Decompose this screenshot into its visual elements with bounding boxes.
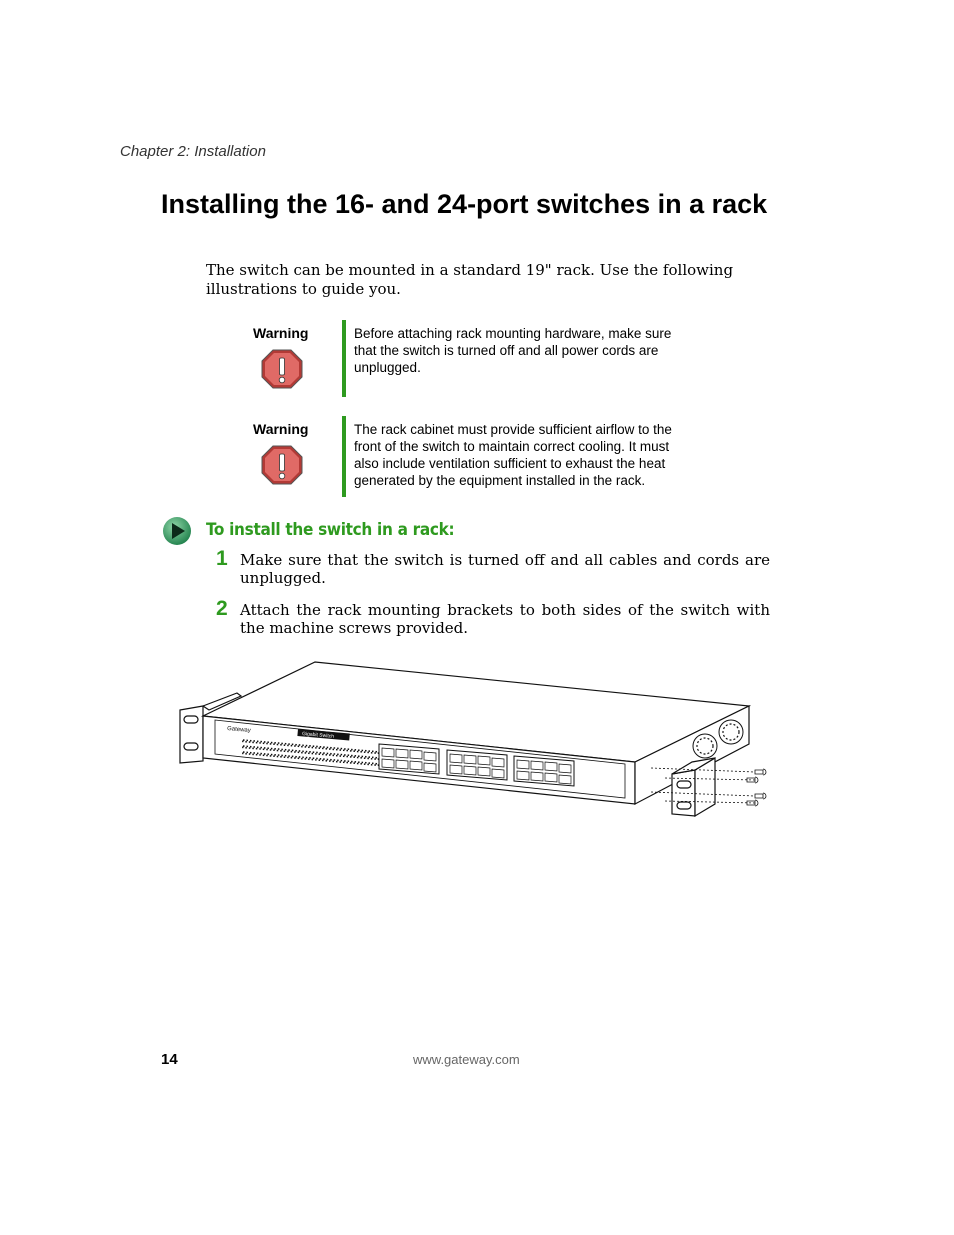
page-number: 14 (161, 1051, 178, 1068)
procedure-title: To install the switch in a rack: (206, 520, 455, 540)
warning-stop-icon (261, 445, 303, 490)
step-number: 2 (216, 597, 228, 620)
chapter-header: Chapter 2: Installation (120, 143, 266, 160)
warning-label: Warning (253, 421, 309, 437)
warning-stop-icon (261, 349, 303, 394)
warning-label: Warning (253, 325, 309, 341)
warning-divider (342, 416, 346, 497)
step-text: Make sure that the switch is turned off and all cables and cords are unplugged. (240, 551, 770, 587)
warning-text: The rack cabinet must provide sufficient airflow to the front of the switch to maintain correct cooling. It must also include ventilation sufficient to exhaust the heat generated by the equipment installed in the rack. (354, 422, 672, 488)
step-text: Attach the rack mounting brackets to both sides of the switch with the machine screws provided. (240, 601, 770, 637)
warning-text: Before attaching rack mounting hardware, make sure that the switch is turned off and all power cords are unplugged. (354, 326, 672, 375)
intro-paragraph: The switch can be mounted in a standard 19" rack. Use the following illustrations to guide you. (206, 261, 734, 298)
step-number: 1 (216, 547, 228, 570)
switch-rack-illustration (175, 658, 785, 828)
warning-divider (342, 320, 346, 397)
footer-url[interactable]: www.gateway.com (413, 1052, 520, 1067)
brand-text: Gateway (226, 726, 251, 735)
model-text: Gigabit Switch (301, 731, 335, 740)
play-arrow-icon (162, 516, 192, 551)
page-title: Installing the 16- and 24-port switches in a rack (161, 189, 768, 219)
